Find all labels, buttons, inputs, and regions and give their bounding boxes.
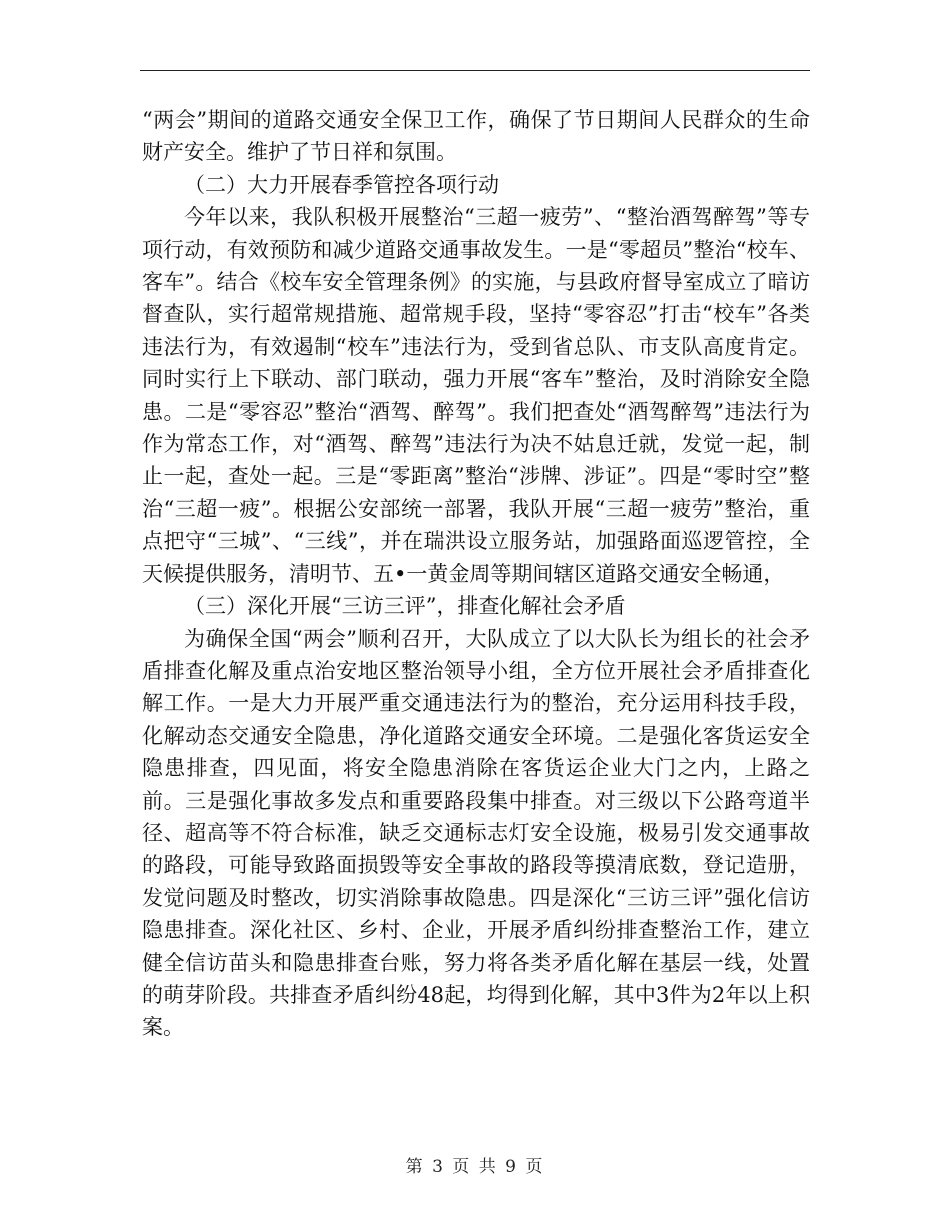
header-rule — [140, 70, 810, 71]
paragraph-conflict-resolution: 为确保全国“两会”顺利召开，大队成立了以大队长为组长的社会矛盾排查化解及重点治安地区整治领导小组，全方位开展社会矛盾排查化解工作。一是大力开展严重交通违法行为的整治，充分运用科技手段，化解动态交通安全隐患，净化道路交通安全环境。二是强化客货运安全隐患排查，四见面，将安全隐患消除在客货运企业大门之内，上路之前。三是强化事故多发点和重要路段集中排查。对三级以下公路弯道半径、超高等不符合标准，缺乏交通标志灯安全设施，极易引发交通事故的路段，可能导致路面损毁等安全事故的路段等摸清底数，登记造册，发觉问题及时整改，切实消除事故隐患。四是深化“三访三评”强化信访隐患排查。深化社区、乡村、企业，开展矛盾纠纷排查整治工作，建立健全信访苗头和隐患排查台账，努力将各类矛盾化解在基层一线，处置的萌芽阶段。共排查矛盾纠纷48起，均得到化解，其中3件为2年以上积案。 — [142, 626, 810, 1040]
section-heading-2: （二）大力开展春季管控各项行动 — [184, 172, 499, 197]
section-heading-3: （三）深化开展“三访三评”，排查化解社会矛盾 — [184, 594, 626, 619]
paragraph-spring-control: 今年以来，我队积极开展整治“三超一疲劳”、“整治酒驾醉驾”等专项行动，有效预防和减少道路交通事故发生。一是“零超员”整治“校车、客车”。结合《校车安全管理条例》的实施，与县政府督导室成立了暗访督查队，实行超常规措施、超常规手段，坚持“零容忍”打击“校车”各类违法行为，有效遏制“校车”违法行为，受到省总队、市支队高度肯定。同时实行上下联动、部门联动，强力开展“客车”整治，及时消除安全隐患。二是“零容忍”整治“酒驾、醉驾”。我们把查处“酒驾醉驾”违法行为作为常态工作，对“酒驾、醉驾”违法行为决不姑息迁就，发觉一起，制止一起，查处一起。三是“零距离”整治“涉牌、涉证”。四是“零时空”整治“三超一疲”。根据公安部统一部署，我队开展“三超一疲劳”整治，重点把守“三城”、“三线”，并在瑞洪设立服务站，加强路面巡逻管控，全天候提供服务，清明节、五•一黄金周等期间辖区道路交通安全畅通， — [142, 205, 810, 586]
document-body — [142, 104, 810, 1044]
page-number: 第 3 页 共 9 页 — [405, 1157, 545, 1177]
paragraph-continuation: “两会”期间的道路交通安全保卫工作，确保了节日期间人民群众的生命财产安全。维护了节日祥和氛围。 — [142, 108, 810, 165]
